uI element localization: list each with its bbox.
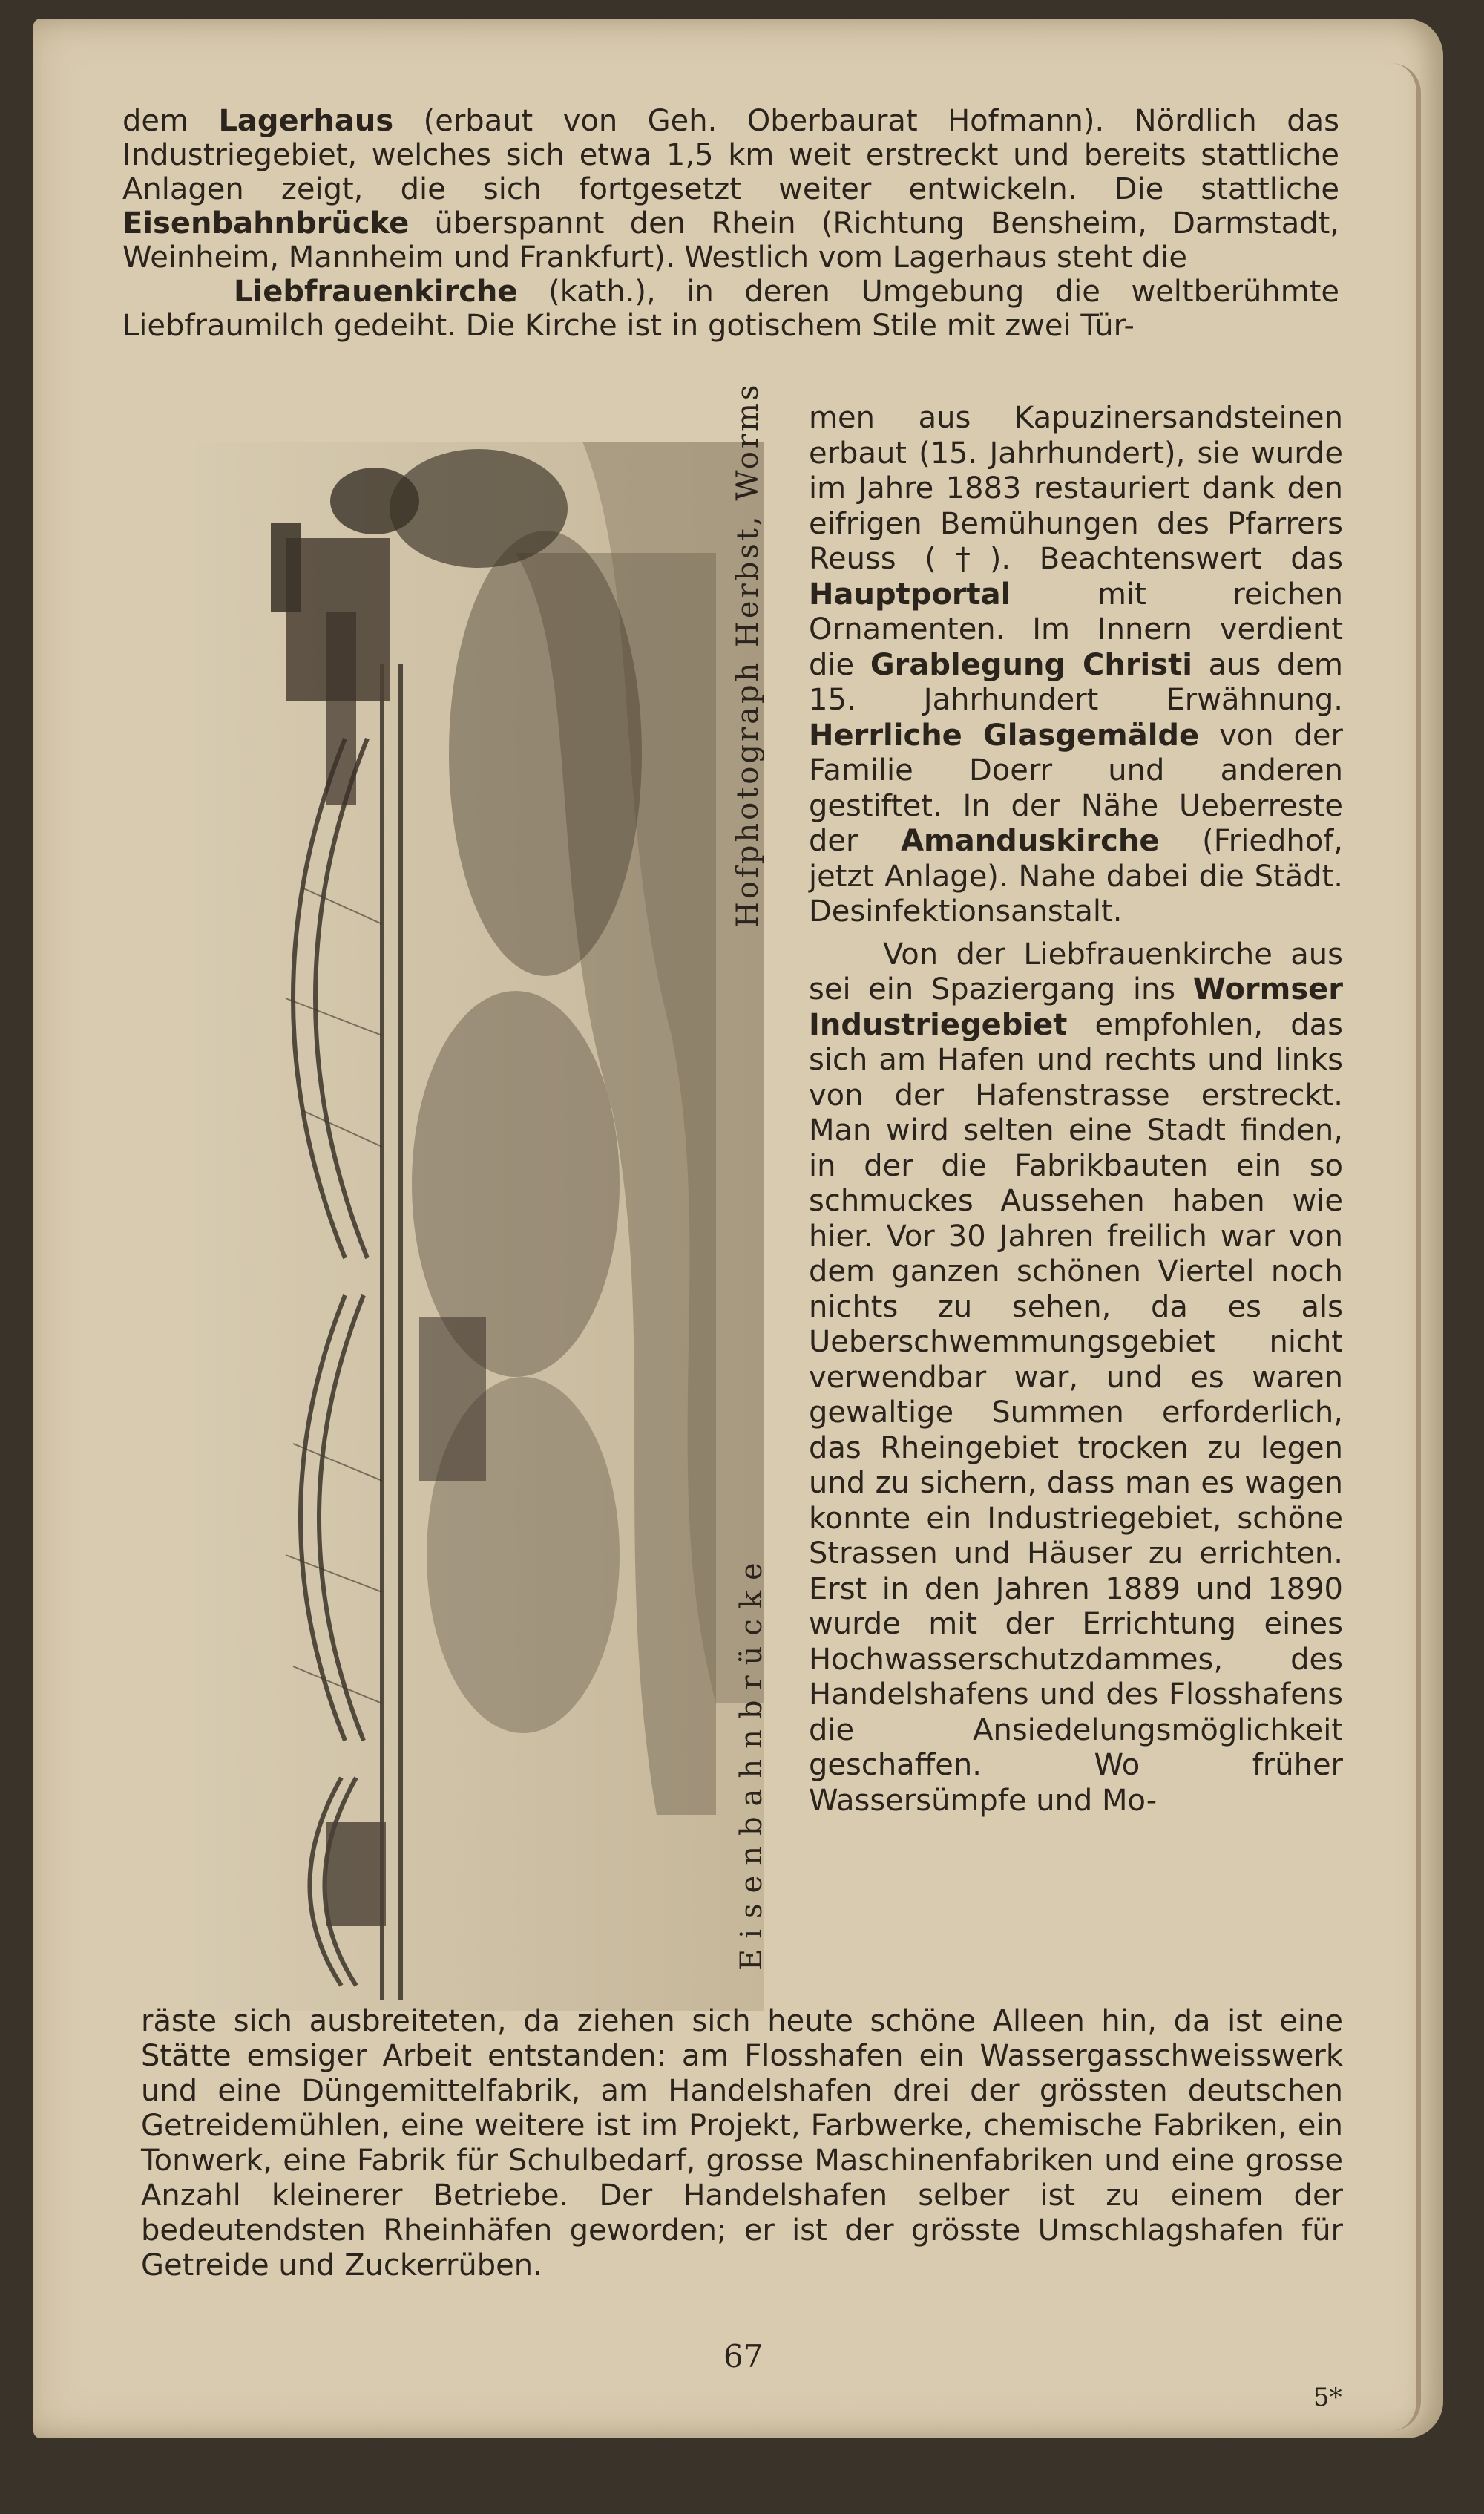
bridge-photograph bbox=[197, 442, 764, 2011]
keyword-eisenbahnbruecke: Eisenbahnbrücke bbox=[122, 206, 410, 240]
page-number: 67 bbox=[723, 2338, 764, 2374]
keyword-amanduskirche: Amanduskirche bbox=[901, 824, 1160, 858]
text-run: aus dem 15. Jahrhundert Erwähnung. bbox=[809, 647, 1343, 717]
page-edge bbox=[1387, 63, 1421, 2431]
text-run: men aus Kapuzinersandsteinen erbaut (15. Jahrhundert), sie wurde im Jahre 1883 restauriert dank den eifrigen Bemühungen des Pfarrers Reuss (†). Beachtenswert das bbox=[809, 401, 1343, 576]
keyword-industriegebiet: Wormser Industriegebiet bbox=[809, 972, 1343, 1042]
text-run: empfohlen, das sich am Hafen und rechts und links von der Hafenstrasse erstreckt. Man wird selten eine Stadt finden, in der die Fabrikbauten ein so schmuckes Aussehen haben wie hier. Vor 30 Jahren freilich war von dem ganzen schönen Viertel noch nichts zu sehen, da es als Ueberschwemmungsgebiet nicht verwendbar war, und es waren gewaltige Summen erforderlich, das Rheingebiet trocken zu legen und zu sichern, dass man es wagen konnte ein Industriegebiet, schöne Strassen und Häuser zu errichten. Erst in den Jahren 1889 und 1890 wurde mit der Errichtung eines Hochwasserschutzdammes, des Handelshafens und des Flosshafens die Ansiedelungsmöglichkeit geschaffen. Wo früher Wassersümpfe und Mo- bbox=[809, 1007, 1343, 1818]
keyword-grablegung: Grablegung Christi bbox=[870, 647, 1192, 682]
bridge-illustration bbox=[197, 442, 764, 2011]
paragraph-church bbox=[809, 401, 1343, 930]
text-run: (kath.), in deren Umgebung die weltberühmte Liebfraumilch gedeiht. Die Kirche ist in gotischem Stile mit zwei Tür- bbox=[122, 275, 1339, 343]
text-run: von der Familie Doerr und anderen gestiftet. In der Nähe Ueberreste der bbox=[809, 718, 1343, 858]
keyword-hauptportal: Hauptportal bbox=[809, 577, 1011, 612]
bottom-paragraph: räste sich ausbreiteten, da ziehen sich heute schöne Alleen hin, da ist eine Stätte emsiger Arbeit entstanden: am Flosshafen ein Wassergasschweisswerk und eine Düngemittelfabrik, am Handelshafen drei der grössten deutschen Getreidemühlen, eine weitere ist im Projekt, Farbwerke, chemische Fabriken, ein Tonwerk, eine Fabrik für Schulbedarf, grosse Maschinenfabriken und eine grosse Anzahl kleinerer Betriebe. Der Handelshafen selber ist zu einem der bedeutendsten Rheinhäfen geworden; er ist der grösste Umschlagshafen für Getreide und Zuckerrüben. bbox=[141, 2004, 1343, 2282]
keyword-liebfrauenkirche: Liebfrauenkirche bbox=[234, 275, 518, 309]
top-paragraph bbox=[122, 104, 1339, 343]
text-run: (erbaut von Geh. Oberbaurat Hofmann). Nördlich das Industriegebiet, welches sich etwa 1,5 km weit erstreckt und bereits stattliche Anlagen zeigt, die sich fortgesetzt weiter entwickeln. Die stattliche bbox=[122, 104, 1339, 206]
right-column bbox=[809, 401, 1343, 1819]
text-run: Von der Liebfrauenkirche aus sei ein Spaziergang ins bbox=[809, 937, 1343, 1006]
photo-title-caption: Eisenbahnbrücke bbox=[735, 1552, 769, 1971]
paragraph-industry bbox=[809, 937, 1343, 1819]
keyword-lagerhaus: Lagerhaus bbox=[218, 104, 394, 138]
text-run: dem bbox=[122, 104, 219, 138]
keyword-glasgemaelde: Herrliche Glasgemälde bbox=[809, 718, 1200, 753]
photographer-caption: Hofphotograph Herbst, Worms bbox=[731, 382, 765, 928]
text-run: mit reichen Ornamenten. Im Innern verdient die bbox=[809, 577, 1343, 682]
text-run: (Friedhof, jetzt Anlage). Nahe dabei die Städt. Desinfektionsanstalt. bbox=[809, 824, 1343, 929]
signature-mark: 5* bbox=[1313, 2383, 1342, 2412]
text-run: überspannt den Rhein (Richtung Bensheim, Darmstadt, Weinheim, Mannheim und Frankfurt). Westlich vom Lagerhaus steht die bbox=[122, 206, 1339, 275]
